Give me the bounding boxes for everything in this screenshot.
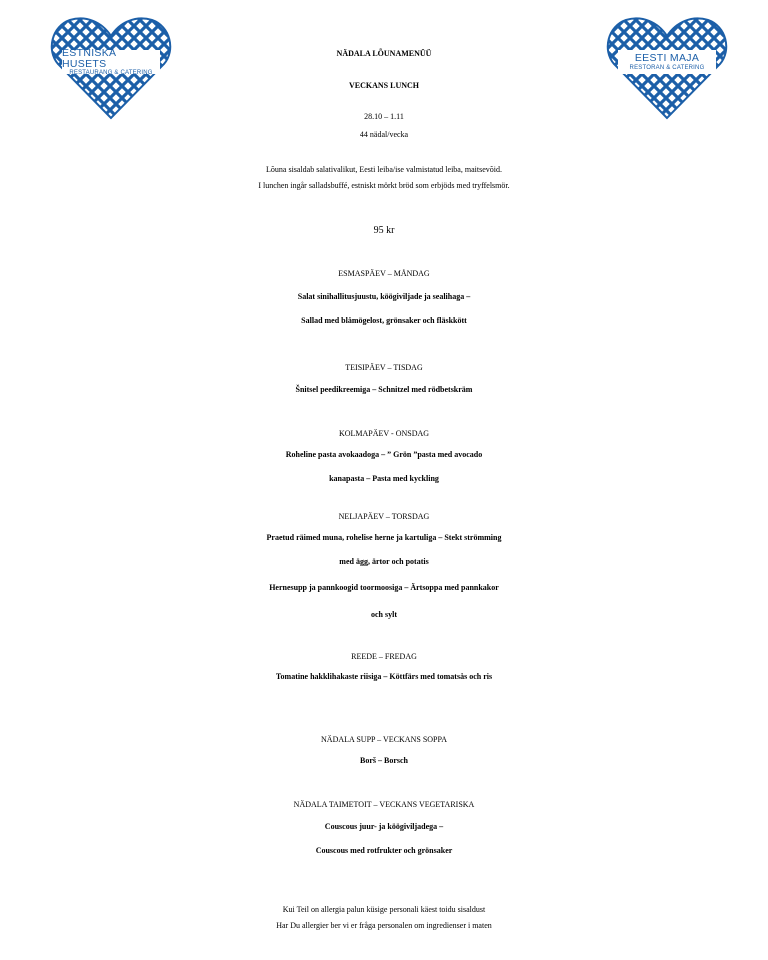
intro-swedish: I lunchen ingår salladsbuffé, estniskt mörkt bröd som erbjöds med tryffelsmör. [258,181,510,190]
day-label-wednesday: KOLMAPÄEV - ONSDAG [338,429,430,438]
dish-wednesday-line2: kanapasta – Pasta med kyckling [329,474,439,483]
soup-label: NÄDALA SUPP – VECKANS SOPPA [321,735,447,744]
price: 95 kr [373,225,395,236]
menu-title-estonian: NÄDALA LÕUNAMENÜÜ [336,49,432,58]
date-range: 28.10 – 1.11 [364,112,404,121]
vegetarian-dish-line1: Couscous juur- ja köögiviljadega – [324,822,444,831]
dish-thursday-line2: med ägg, ärtor och potatis [339,557,429,566]
dish-tuesday-line1: Šnitsel peedikreemiga – Schnitzel med rödbetskräm [295,385,473,394]
day-label-thursday: NELJAPÄEV – TORSDAG [338,512,430,521]
vegetarian-label: NÄDALA TAIMETOIT – VECKANS VEGETARISKA [293,800,475,809]
day-label-tuesday: TEISIPÄEV – TISDAG [345,363,423,372]
dish-monday-line2: Sallad med blåmögelost, grönsaker och fläskkött [301,316,467,325]
logo-right-sub: RESTORAN & CATERING [629,64,705,71]
dish-wednesday-line1: Roheline pasta avokaadoga – ” Grön ”pasta med avocado [285,450,483,459]
dish-monday-line1: Salat sinihallitusjuustu, köögiviljade ja sealihaga – [297,292,471,301]
intro-estonian: Lõuna sisaldab salativalikut, Eesti leiba/ise valmistatud leiba, maitsevõid. [266,165,502,174]
dish-thursday-soup-line2: och sylt [371,610,397,619]
dish-thursday-soup-line1: Hernesupp ja pannkoogid toormoosiga – Ärtsoppa med pannkakor [269,583,499,592]
day-label-friday: REEDE – FREDAG [351,652,417,661]
allergy-note-swedish: Har Du allergier ber vi er fråga personalen om ingredienser i maten [276,921,492,930]
dish-friday-line1: Tomatine hakklihakaste riisiga – Köttfärs med tomatsås och ris [275,672,493,681]
logo-left-main: ESTNISKA HUSETS [62,47,116,70]
menu-title-swedish: VECKANS LUNCH [348,81,419,90]
day-label-monday: ESMASPÄEV – MÅNDAG [338,269,430,278]
allergy-note-estonian: Kui Teil on allergia palun küsige personali käest toidu sisaldust [282,905,486,914]
soup-dish: Borš – Borsch [360,756,408,765]
week-number: 44 nädal/vecka [359,130,409,139]
logo-right-main: EESTI MAJA [634,52,700,65]
vegetarian-dish-line2: Couscous med rotfrukter och grönsaker [315,846,453,855]
dish-thursday-line1: Praetud räimed muna, rohelise herne ja kartuliga – Stekt strömming [266,533,502,542]
logo-left-sub: RESTAURANG & CATERING [69,70,153,76]
